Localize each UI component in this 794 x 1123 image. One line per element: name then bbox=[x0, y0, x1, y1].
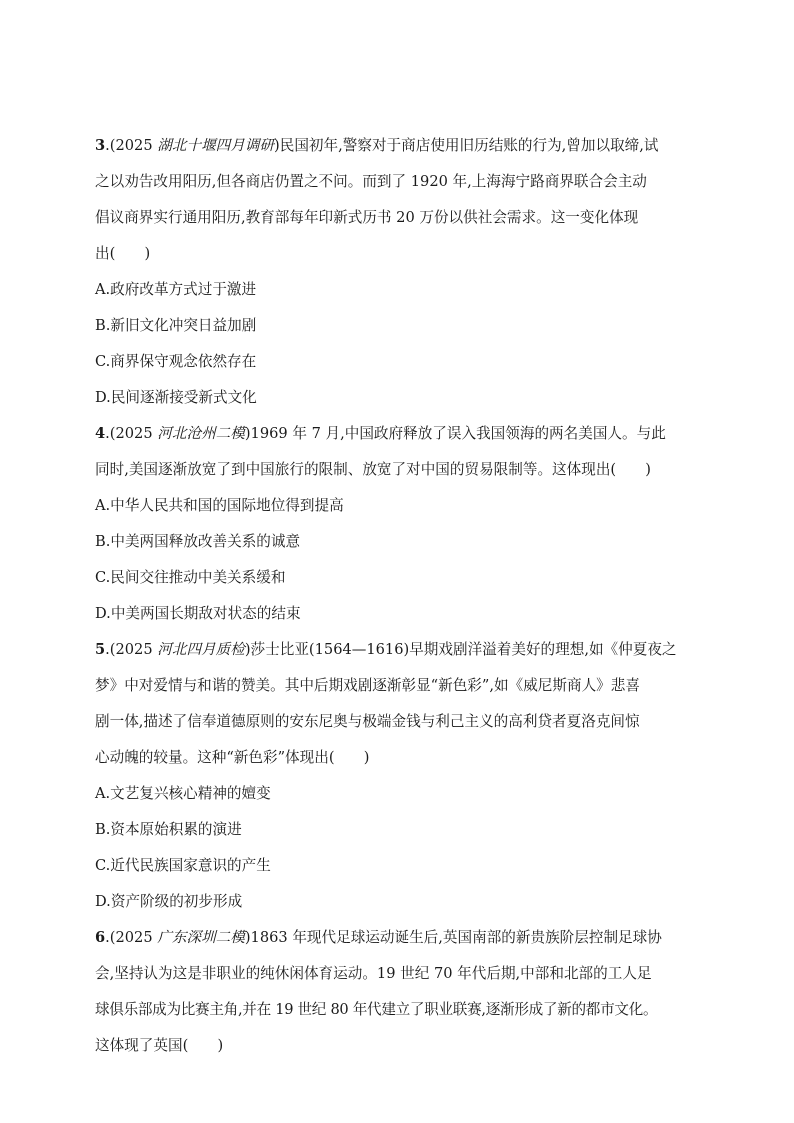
question-stem-line: 梦》中对爱情与和谐的赞美。其中后期戏剧逐渐彰显“新色彩”,如《威尼斯商人》悲喜 bbox=[95, 677, 640, 694]
question-prefix: .(2025 bbox=[105, 425, 158, 442]
question-4 bbox=[95, 416, 715, 632]
question-list bbox=[95, 128, 715, 1064]
question-stem-line bbox=[95, 128, 715, 164]
question-6 bbox=[95, 920, 715, 1064]
question-text: )民国初年,警察对于商店使用旧历结账的行为,曾加以取缔,试 bbox=[274, 137, 659, 154]
question-stem-line: 球俱乐部成为比赛主角,并在 19 世纪 80 年代建立了职业联赛,逐渐形成了新的都市文化。 bbox=[95, 1001, 658, 1018]
question-stem-line: 会,坚持认为这是非职业的纯休闲体育运动。19 世纪 70 年代后期,中部和北部的工人足 bbox=[95, 965, 652, 982]
question-number: 6 bbox=[95, 929, 106, 946]
option-d: D.资产阶级的初步形成 bbox=[95, 893, 243, 910]
option-c: C.近代民族国家意识的产生 bbox=[95, 857, 271, 874]
question-stem-line: 这体现了英国( ) bbox=[95, 1037, 224, 1054]
option-a: A.政府改革方式过于激进 bbox=[95, 281, 257, 298]
question-stem-line: 倡议商界实行通用阳历,教育部每年印新式历书 20 万份以供社会需求。这一变化体现 bbox=[95, 209, 639, 226]
question-number: 5 bbox=[95, 641, 106, 658]
question-stem-line: 同时,美国逐渐放宽了到中国旅行的限制、放宽了对中国的贸易限制等。这体现出( ) bbox=[95, 461, 651, 478]
question-stem-line: 之以劝告改用阳历,但各商店仍置之不问。而到了 1920 年,上海海宁路商界联合会主动 bbox=[95, 173, 647, 190]
question-prefix: .(2025 bbox=[105, 929, 158, 946]
question-number: 4 bbox=[95, 425, 106, 442]
question-stem-line: 出( ) bbox=[95, 245, 151, 262]
question-stem-line: 剧一体,描述了信奉道德原则的安东尼奥与极端金钱与利己主义的高利贷者夏洛克间惊 bbox=[95, 713, 640, 730]
question-text: )1969 年 7 月,中国政府释放了误入我国领海的两名美国人。与此 bbox=[244, 425, 666, 442]
question-number: 3 bbox=[95, 137, 106, 154]
question-stem-line bbox=[95, 632, 715, 668]
question-prefix: .(2025 bbox=[105, 137, 158, 154]
question-prefix: .(2025 bbox=[105, 641, 158, 658]
question-text: )1863 年现代足球运动诞生后,英国南部的新贵族阶层控制足球协 bbox=[244, 929, 662, 946]
option-c: C.民间交往推动中美关系缓和 bbox=[95, 569, 286, 586]
question-stem-line bbox=[95, 416, 715, 452]
question-source: 河北四月质检 bbox=[157, 641, 245, 658]
option-b: B.新旧文化冲突日益加剧 bbox=[95, 317, 257, 334]
option-b: B.资本原始积累的演进 bbox=[95, 821, 242, 838]
question-source: 广东深圳二模 bbox=[157, 929, 245, 946]
question-source: 湖北十堰四月调研 bbox=[157, 137, 275, 154]
question-text: )莎士比亚(1564—1616)早期戏剧洋溢着美好的理想,如《仲夏夜之 bbox=[244, 641, 677, 658]
question-stem-line bbox=[95, 920, 715, 956]
option-d: D.中美两国长期敌对状态的结束 bbox=[95, 605, 301, 622]
question-stem-line: 心动魄的较量。这种“新色彩”体现出( ) bbox=[95, 749, 370, 766]
question-source: 河北沧州二模 bbox=[157, 425, 245, 442]
question-5 bbox=[95, 632, 715, 920]
option-a: A.中华人民共和国的国际地位得到提高 bbox=[95, 497, 344, 514]
question-3 bbox=[95, 128, 715, 416]
option-d: D.民间逐渐接受新式文化 bbox=[95, 389, 257, 406]
option-b: B.中美两国释放改善关系的诚意 bbox=[95, 533, 301, 550]
option-c: C.商界保守观念依然存在 bbox=[95, 353, 257, 370]
option-a: A.文艺复兴核心精神的嬗变 bbox=[95, 785, 271, 802]
